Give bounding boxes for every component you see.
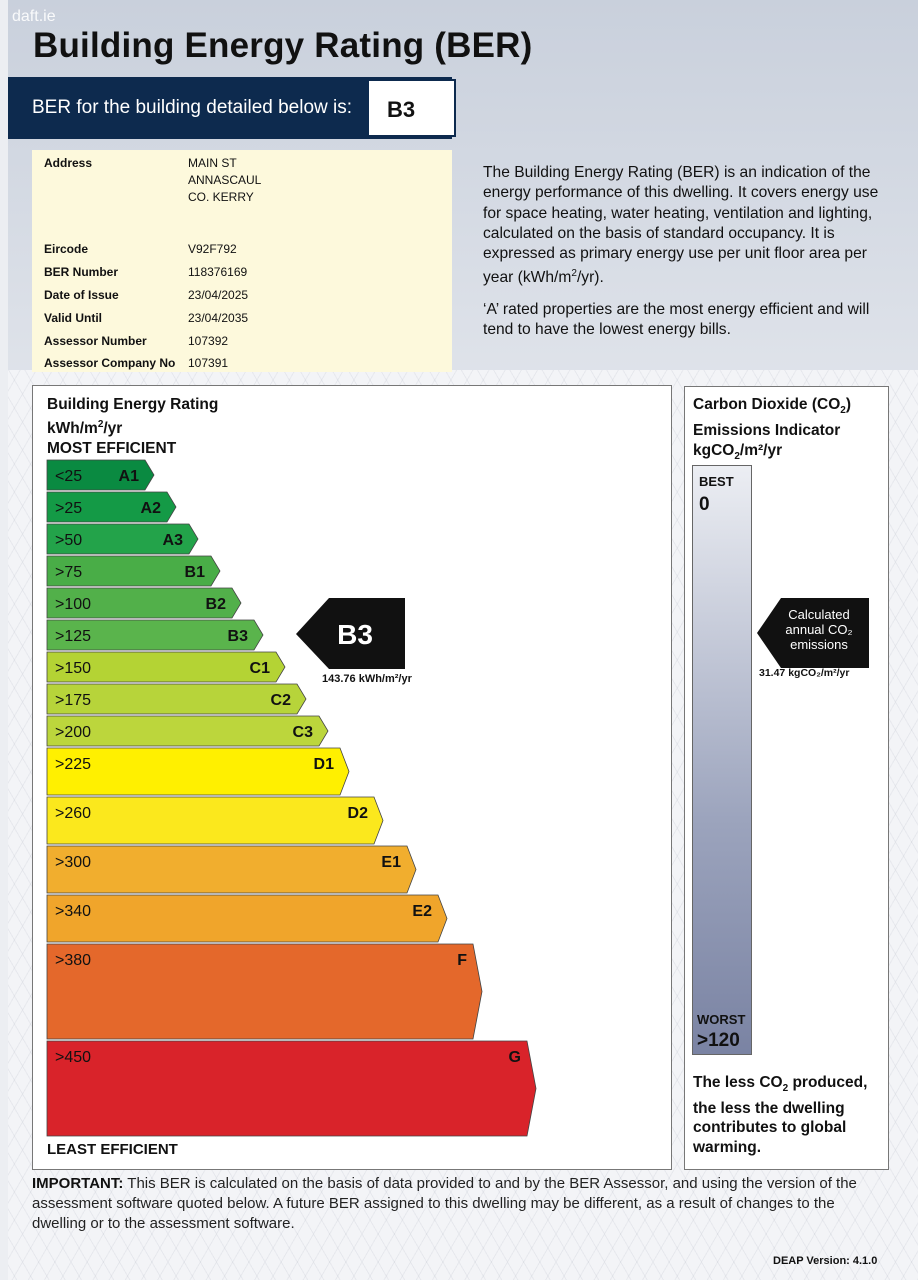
band-range: >50: [55, 532, 83, 549]
deap-version: DEAP Version: 4.1.0: [773, 1255, 878, 1267]
rating-band-c1: [47, 652, 285, 682]
address-line: CO. KERRY: [188, 190, 254, 204]
band-range: >380: [55, 952, 92, 969]
co2-best-value: 0: [699, 494, 710, 515]
co2-arrow-text: Calculated: [788, 607, 850, 622]
co2-arrow-text: annual CO₂: [785, 622, 853, 637]
rating-band-d2: [47, 797, 383, 844]
band-range: >100: [55, 596, 92, 613]
band-range: >25: [55, 500, 83, 517]
band-label: B1: [184, 564, 205, 581]
rating-band-b3: [47, 620, 263, 650]
co2-arrow: [755, 597, 871, 669]
band-label: D1: [313, 756, 334, 773]
band-label: A3: [162, 532, 183, 549]
address-line: ANNASCAUL: [188, 173, 262, 187]
band-range: >150: [55, 660, 92, 677]
band-range: >340: [55, 903, 92, 920]
page-title: Building Energy Rating (BER): [33, 26, 533, 65]
band-label: E1: [381, 854, 401, 871]
property-details: [32, 150, 452, 372]
detail-value: V92F792: [188, 242, 237, 256]
detail-value: 23/04/2035: [188, 311, 249, 325]
band-label: A2: [140, 500, 161, 517]
current-rating-arrow: [296, 598, 405, 669]
detail-label: Valid Until: [44, 311, 103, 325]
co2-best-label: BEST: [699, 474, 734, 489]
band-label: C2: [270, 692, 291, 709]
description-paragraph: ‘A’ rated properties are the most energy efficient and will tend to have the lowest energy bills.: [483, 300, 870, 339]
detail-label: Assessor Company No: [44, 356, 176, 370]
ber-description: [483, 163, 898, 352]
band-range: >75: [55, 564, 83, 581]
co2-worst-value: >120: [697, 1030, 740, 1051]
important-notice: IMPORTANT: This BER is calculated on the basis of data provided to and by the BER Assessor, and using the version of the assessment software quoted below. A future BER assigned to this dwelling may be different, as a result of changes to the dwelling or to the assessment software.: [32, 1175, 857, 1232]
rating-band-c2: [47, 684, 306, 714]
co2-note: The less $CO_2$ produced, the less the dwelling contributes to global warming.: [693, 1074, 868, 1156]
band-range: >300: [55, 854, 92, 871]
band-label: E2: [412, 903, 432, 920]
detail-value: 118376169: [188, 265, 248, 279]
rating-band-d1: [47, 748, 349, 795]
band-range: <25: [55, 468, 83, 485]
ber-rating-value: B3: [387, 97, 416, 122]
band-range: >450: [55, 1049, 92, 1066]
rating-band-c3: [47, 716, 328, 746]
rating-bands: [33, 386, 671, 1169]
band-range: >200: [55, 724, 92, 741]
address-line: MAIN ST: [188, 156, 237, 170]
ber-summary-label: BER for the building detailed below is:: [32, 97, 353, 118]
address-label: Address: [44, 156, 93, 170]
band-label: D2: [347, 805, 368, 822]
rating-band-e1: [47, 846, 416, 893]
detail-label: Date of Issue: [44, 288, 119, 302]
band-label: B2: [205, 596, 226, 613]
detail-label: BER Number: [44, 265, 119, 279]
detail-label: Eircode: [44, 242, 89, 256]
detail-value: 107391: [188, 356, 229, 370]
ber-rating-box: [367, 79, 456, 137]
co2-emissions-value: 31.47 kgCO₂/m²/yr: [759, 667, 850, 679]
detail-label: Assessor Number: [44, 334, 147, 348]
band-label: G: [508, 1049, 521, 1066]
rating-band-g: [47, 1041, 536, 1136]
rating-band-f: [47, 944, 482, 1039]
band-range: >175: [55, 692, 92, 709]
co2-worst-label: WORST: [697, 1012, 746, 1027]
ber-summary-bar: [8, 77, 452, 139]
co2-arrow-text: emissions: [790, 637, 848, 652]
band-label: C3: [292, 724, 313, 741]
rating-band-b1: [47, 556, 220, 586]
co2-scale-bar: [692, 465, 752, 1055]
daft-watermark: daft.ie: [12, 8, 56, 25]
page-edge: [0, 0, 8, 1280]
rating-band-a1: [47, 460, 154, 490]
co2-indicator: [684, 386, 889, 1170]
description-paragraph: The Building Energy Rating (BER) is an indication of the energy performance of this dwelling. It covers energy use for space heating, water heating, ventilation and lighting, calculated on the basis of standard occupancy. It is expressed as primary energy use per unit floor area per year $(kWh/m^2/yr)$.: [483, 164, 879, 287]
detail-value: 107392: [188, 334, 229, 348]
band-label: A1: [118, 468, 139, 485]
current-rating-label: B3: [337, 619, 373, 650]
rating-kwh-value: 143.76 kWh/m²/yr: [322, 673, 412, 685]
rating-band-a3: [47, 524, 198, 554]
rating-band-a2: [47, 492, 176, 522]
band-range: >260: [55, 805, 92, 822]
band-range: >225: [55, 756, 92, 773]
band-label: F: [457, 952, 467, 969]
energy-rating-scale: [32, 385, 672, 1170]
least-efficient-label: LEAST EFFICIENT: [47, 1141, 178, 1158]
band-range: >125: [55, 628, 92, 645]
scale-heading: Building Energy Rating kWh/$m^2/yr$ MOST EFFICIENT: [47, 396, 219, 458]
co2-heading: Carbon Dioxide $(CO_2)$ Emissions Indicator kgCO$_2$/m²/yr: [693, 396, 851, 463]
band-label: C1: [249, 660, 270, 677]
rating-band-e2: [47, 895, 447, 942]
band-label: B3: [227, 628, 248, 645]
rating-band-b2: [47, 588, 241, 618]
detail-value: 23/04/2025: [188, 288, 249, 302]
